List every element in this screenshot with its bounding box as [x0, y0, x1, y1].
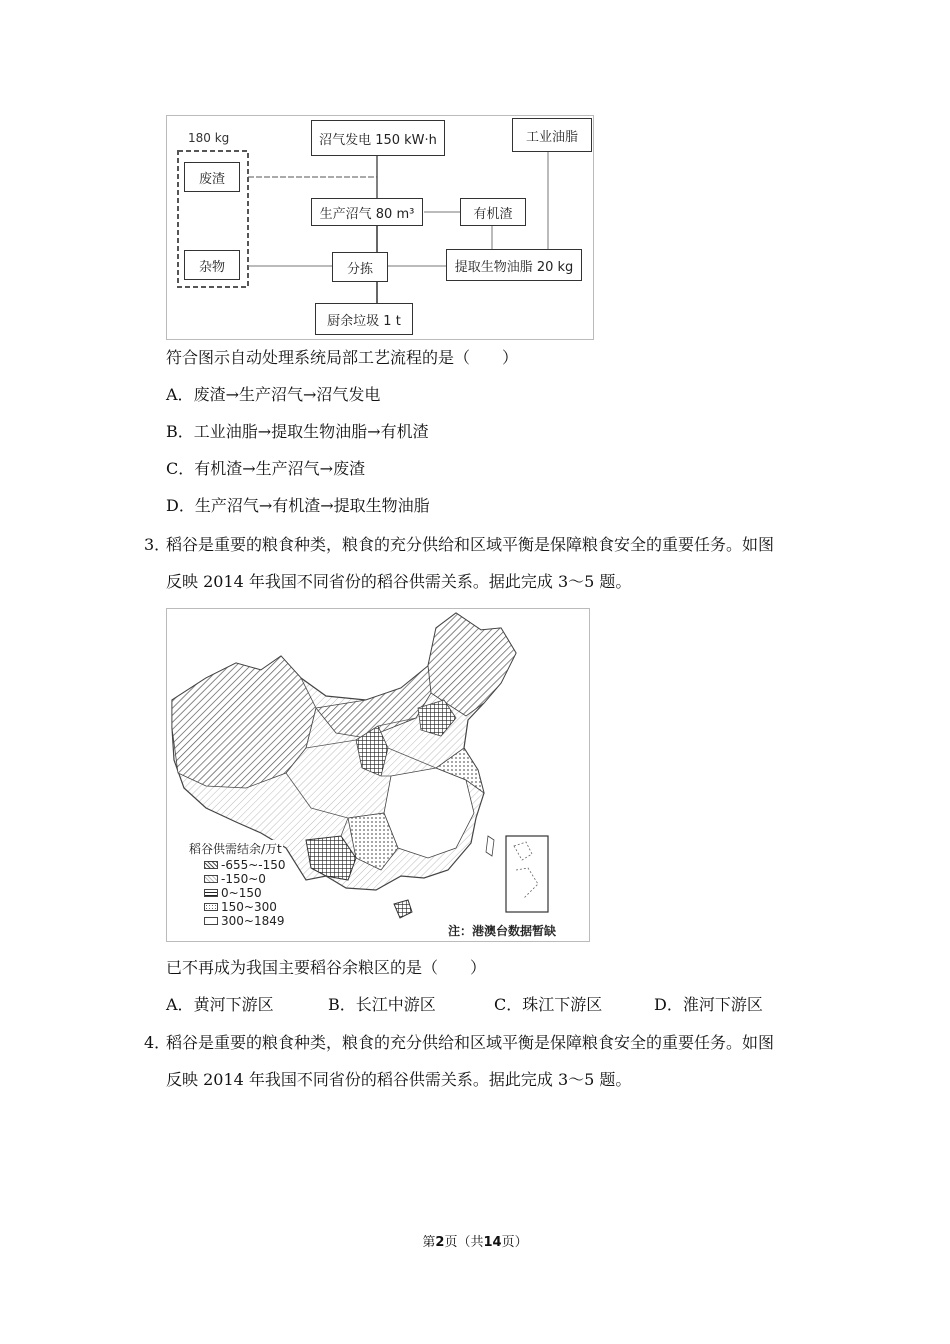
legend-item-3 — [204, 886, 262, 900]
q4-number: 4． — [144, 1033, 171, 1052]
process-flowchart — [166, 115, 594, 340]
legend-swatch-dots — [204, 903, 218, 911]
q3-option-c[interactable] — [494, 995, 602, 1015]
option-label: C． — [166, 459, 195, 478]
legend-range: -655~-150 — [221, 858, 286, 872]
footer-mid: 页（共 — [444, 1235, 484, 1250]
legend-range: 150~300 — [221, 900, 277, 914]
option-label: B． — [328, 995, 356, 1014]
box-waste-residue: 废渣 — [184, 162, 240, 192]
rice-supply-map — [166, 608, 590, 942]
q3-option-b[interactable] — [328, 995, 436, 1015]
footer-suffix: 页） — [501, 1235, 528, 1250]
q2-option-a[interactable] — [166, 385, 380, 405]
q3-intro-line2: 反映 2014 年我国不同省份的稻谷供需关系。据此完成 3～5 题。 — [166, 572, 632, 591]
map-note: 注：港澳台数据暂缺 — [448, 924, 557, 938]
q2-option-d[interactable] — [166, 496, 430, 516]
legend-item-2 — [204, 872, 266, 886]
legend-item-1 — [204, 858, 286, 872]
option-text: 珠江下游区 — [522, 995, 603, 1014]
box-sundries: 杂物 — [184, 250, 240, 280]
footer-total-pages: 14 — [483, 1235, 502, 1250]
group-weight-label: 180 kg — [188, 131, 230, 145]
box-industrial-oil: 工业油脂 — [512, 118, 592, 152]
q4-intro-line1: 稻谷是重要的粮食种类，粮食的充分供给和区域平衡是保障粮食安全的重要任务。如图 — [166, 1033, 775, 1052]
q2-option-c[interactable] — [166, 459, 365, 479]
q3-number: 3． — [144, 535, 171, 554]
page-footer — [0, 1231, 950, 1250]
q3-stem: 已不再成为我国主要稻谷余粮区的是（ ） — [166, 958, 487, 977]
legend-item-4 — [204, 900, 277, 914]
q2-option-b[interactable] — [166, 422, 429, 442]
legend-range: 0~150 — [221, 886, 262, 900]
option-text: 有机渣→生产沼气→废渣 — [194, 459, 366, 478]
legend-range: 300~1849 — [221, 914, 285, 928]
q3-intro-line1: 稻谷是重要的粮食种类，粮食的充分供给和区域平衡是保障粮食安全的重要任务。如图 — [166, 535, 775, 554]
option-text: 淮河下游区 — [682, 995, 763, 1014]
box-produce-biogas: 生产沼气 80 m³ — [311, 198, 423, 226]
option-text: 长江中游区 — [355, 995, 436, 1014]
q3-option-a[interactable] — [166, 995, 274, 1015]
q3-option-d[interactable] — [654, 995, 763, 1015]
legend-swatch-blank — [204, 917, 218, 925]
q4-intro-line2: 反映 2014 年我国不同省份的稻谷供需关系。据此完成 3～5 题。 — [166, 1070, 632, 1089]
option-label: A． — [166, 995, 194, 1014]
box-sorting: 分拣 — [332, 252, 388, 282]
box-organic-residue: 有机渣 — [460, 198, 526, 226]
option-label: B． — [166, 422, 194, 441]
legend-swatch-grid — [204, 889, 218, 897]
box-biogas-power: 沼气发电 150 kW·h — [311, 120, 445, 156]
legend-range: -150~0 — [221, 872, 266, 886]
map-legend-title: 稻谷供需结余/万t — [189, 842, 282, 856]
option-text: 黄河下游区 — [193, 995, 274, 1014]
legend-item-5 — [204, 914, 285, 928]
option-text: 废渣→生产沼气→沼气发电 — [193, 385, 381, 404]
legend-swatch-diag — [204, 861, 218, 869]
option-label: A． — [166, 385, 194, 404]
box-extract-oil: 提取生物油脂 20 kg — [446, 249, 582, 281]
option-label: D． — [654, 995, 683, 1014]
footer-prefix: 第 — [422, 1235, 436, 1250]
q2-stem: 符合图示自动处理系统局部工艺流程的是（ ） — [166, 348, 519, 367]
option-text: 工业油脂→提取生物油脂→有机渣 — [193, 422, 429, 441]
box-kitchen-waste: 厨余垃圾 1 t — [315, 303, 413, 335]
option-label: D． — [166, 496, 195, 515]
legend-swatch-light — [204, 875, 218, 883]
option-text: 生产沼气→有机渣→提取生物油脂 — [194, 496, 430, 515]
footer-page-number: 2 — [435, 1235, 445, 1250]
option-label: C． — [494, 995, 523, 1014]
